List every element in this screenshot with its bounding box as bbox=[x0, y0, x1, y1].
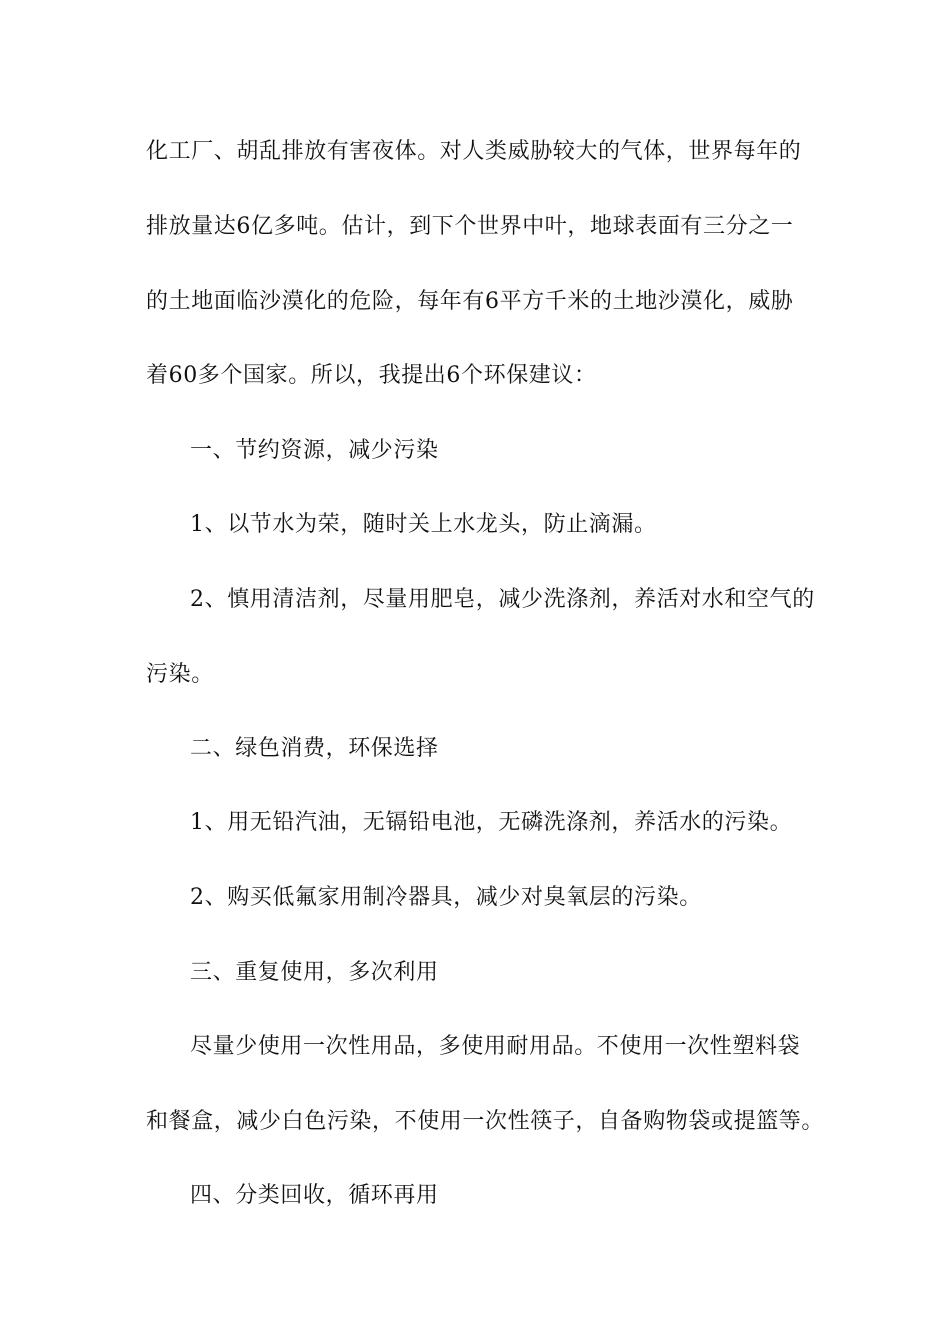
section-heading: 二、绿色消费，环保选择 bbox=[190, 736, 439, 761]
list-item: 1、以节水为荣，随时关上水龙头，防止滴漏。 bbox=[190, 512, 657, 537]
paragraph-line: 和餐盒，减少白色污染，不使用一次性筷子，自备购物袋或提篮等。 bbox=[146, 1109, 825, 1134]
section-heading: 四、分类回收，循环再用 bbox=[190, 1183, 439, 1208]
paragraph-line: 着60多个国家。所以，我提出6个环保建议： bbox=[146, 363, 597, 388]
section-heading: 三、重复使用，多次利用 bbox=[190, 960, 439, 985]
paragraph-line: 化工厂、胡乱排放有害夜体。对人类威胁较大的气体，世界每年的 bbox=[146, 139, 802, 164]
paragraph-line: 的土地面临沙漠化的危险，每年有6平方千米的土地沙漠化，威胁 bbox=[146, 289, 794, 314]
paragraph-line: 污染。 bbox=[146, 662, 214, 687]
section-heading: 一、节约资源，减少污染 bbox=[190, 438, 439, 463]
list-item: 2、慎用清洁剂，尽量用肥皂，减少洗涤剂，养活对水和空气的 bbox=[190, 587, 815, 612]
paragraph-line: 排放量达6亿多吨。估计，到下个世界中叶，地球表面有三分之一 bbox=[146, 214, 794, 239]
list-item: 1、用无铅汽油，无镉铅电池，无磷洗涤剂，养活水的污染。 bbox=[190, 810, 793, 835]
paragraph-line: 尽量少使用一次性用品，多使用耐用品。不使用一次性塑料袋 bbox=[190, 1034, 801, 1059]
list-item: 2、购买低氟家用制冷器具，减少对臭氧层的污染。 bbox=[190, 885, 702, 910]
